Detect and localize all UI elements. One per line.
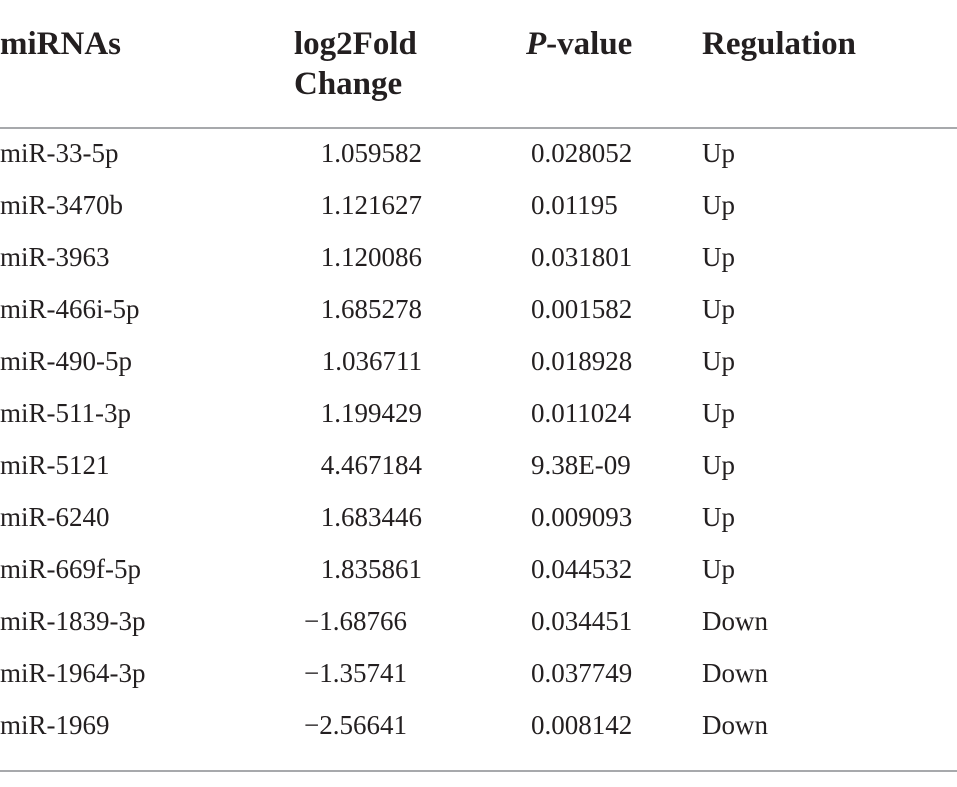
header-log2fold-line2: Change (294, 66, 403, 102)
cell-mirna: miR-33-5p (0, 138, 119, 168)
cell-pvalue: 0.008142 (531, 710, 633, 740)
cell-mirna: miR-511-3p (0, 398, 131, 428)
cell-log2fc: 1.120086 (320, 242, 422, 272)
cell-regulation: Up (702, 294, 735, 324)
cell-pvalue: 0.044532 (531, 554, 633, 584)
header-pvalue-italic: P (526, 26, 547, 62)
cell-mirna: miR-669f-5p (0, 554, 141, 584)
cell-log2fc: −1.68766 (304, 606, 407, 636)
cell-regulation: Up (702, 138, 735, 168)
cell-regulation: Down (702, 710, 768, 740)
table-row (0, 129, 957, 181)
cell-pvalue: 0.01195 (531, 190, 618, 220)
cell-log2fc: 1.683446 (320, 502, 422, 532)
cell-mirna: miR-1839-3p (0, 606, 146, 636)
cell-regulation: Up (702, 554, 735, 584)
header-pvalue-rest: -value (546, 26, 633, 62)
cell-regulation: Up (702, 398, 735, 428)
table-row (0, 337, 957, 389)
cell-log2fc: 1.036711 (321, 346, 422, 376)
cell-log2fc: −2.56641 (304, 710, 407, 740)
cell-regulation: Up (702, 190, 735, 220)
table-body (0, 129, 957, 753)
header-log2fold-change (294, 24, 417, 104)
table-row (0, 389, 957, 441)
cell-log2fc: 1.685278 (320, 294, 422, 324)
cell-pvalue: 0.009093 (531, 502, 633, 532)
table-header (0, 0, 957, 127)
cell-mirna: miR-5121 (0, 450, 110, 480)
cell-regulation: Up (702, 346, 735, 376)
cell-mirna: miR-3963 (0, 242, 110, 272)
cell-pvalue: 0.031801 (531, 242, 633, 272)
cell-mirna: miR-3470b (0, 190, 124, 220)
table-row (0, 441, 957, 493)
table-bottom-rule (0, 770, 957, 772)
cell-log2fc: 4.467184 (320, 450, 422, 480)
header-log2fold-line1: log2Fold (294, 26, 417, 62)
cell-regulation: Up (702, 242, 735, 272)
table-row (0, 493, 957, 545)
table-row (0, 649, 957, 701)
cell-pvalue: 0.001582 (531, 294, 633, 324)
cell-pvalue: 0.034451 (531, 606, 633, 636)
cell-regulation: Up (702, 450, 735, 480)
table-row (0, 285, 957, 337)
table-row (0, 545, 957, 597)
cell-mirna: miR-6240 (0, 502, 110, 532)
cell-mirna: miR-490-5p (0, 346, 132, 376)
cell-mirna: miR-466i-5p (0, 294, 140, 324)
cell-mirna: miR-1969 (0, 710, 110, 740)
cell-pvalue: 0.018928 (531, 346, 633, 376)
table-row (0, 233, 957, 285)
cell-pvalue: 9.38E-09 (531, 450, 631, 480)
cell-pvalue: 0.028052 (531, 138, 633, 168)
table-row (0, 597, 957, 649)
header-mirnas: miRNAs (0, 26, 121, 62)
header-regulation: Regulation (702, 26, 857, 62)
cell-log2fc: 1.121627 (320, 190, 422, 220)
cell-log2fc: 1.199429 (320, 398, 422, 428)
cell-mirna: miR-1964-3p (0, 658, 146, 688)
cell-log2fc: 1.059582 (320, 138, 422, 168)
cell-pvalue: 0.037749 (531, 658, 633, 688)
cell-regulation: Down (702, 658, 768, 688)
cell-log2fc: 1.835861 (320, 554, 422, 584)
table-row (0, 701, 957, 753)
cell-pvalue: 0.011024 (531, 398, 632, 428)
cell-regulation: Up (702, 502, 735, 532)
cell-log2fc: −1.35741 (304, 658, 407, 688)
table-row (0, 181, 957, 233)
cell-regulation: Down (702, 606, 768, 636)
header-pvalue (526, 24, 632, 64)
